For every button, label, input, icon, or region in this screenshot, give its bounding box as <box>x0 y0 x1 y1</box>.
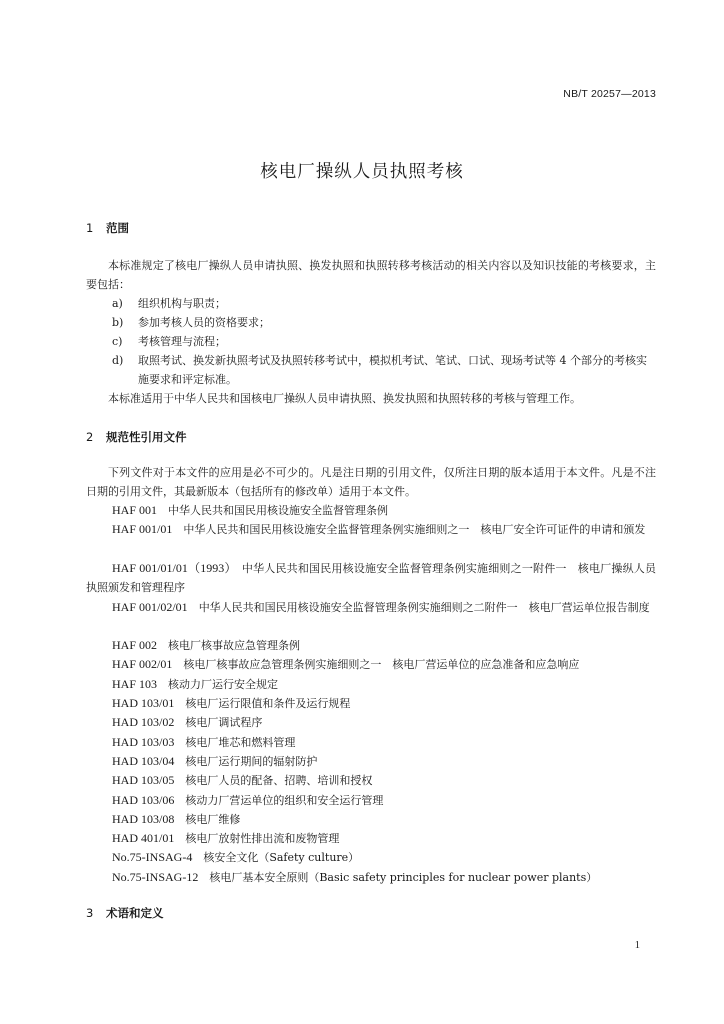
section-2-intro: 下列文件对于本文件的应用是必不可少的。凡是注日期的引用文件，仅所注日期的版本适用于本文件。凡是不注日期的引用文件，其最新版本（包括所有的修改单）适用于本文件。 <box>86 466 656 499</box>
reference-title: 中华人民共和国民用核设施安全监督管理条例 <box>168 504 389 517</box>
reference-title: 核电厂调试程序 <box>185 716 263 730</box>
reference-code: HAF 001 <box>112 503 158 517</box>
reference-title: 核电厂运行期间的辐射防护 <box>185 754 318 768</box>
reference-item <box>86 848 656 867</box>
reference-item <box>86 771 656 790</box>
section-1-intro: 本标准规定了核电厂操纵人员申请执照、换发执照和执照转移考核活动的相关内容以及知识技能的考核要求，主要包括： <box>86 259 656 292</box>
standard-code: NB/T 20257—2013 <box>563 88 656 100</box>
section-number: 2 <box>86 430 94 444</box>
reference-code: HAD 103/02 <box>112 715 175 730</box>
reference-code: HAF 002/01 <box>112 657 173 672</box>
list-item: b) 参加考核人员的资格要求； <box>112 316 270 329</box>
reference-title: 中华人民共和国民用核设施安全监督管理条例实施细则之一附件一 核电厂操纵人员执照颁发和管理程序 <box>86 561 656 595</box>
reference-item <box>86 752 656 771</box>
reference-code: HAD 103/03 <box>112 734 175 749</box>
reference-title: 核电厂人员的配备、招聘、培训和授权 <box>185 774 373 788</box>
reference-code: HAD 103/04 <box>112 753 175 768</box>
reference-item <box>86 559 656 598</box>
reference-code: HAF 002 <box>112 638 158 653</box>
reference-item <box>86 694 656 713</box>
reference-code: HAF 001/02/01 <box>112 599 188 614</box>
section-2-heading <box>86 429 187 445</box>
reference-title: 核电厂基本安全原则（Basic safety principles for nuclear power plants） <box>209 870 598 884</box>
reference-code: HAF 103 <box>112 676 158 691</box>
reference-code: HAD 103/01 <box>112 696 175 710</box>
list-item: c) 考核管理与流程； <box>112 335 226 348</box>
reference-title: 核电厂运行限值和条件及运行规程 <box>185 697 351 710</box>
reference-item <box>86 655 656 674</box>
reference-title: 核电厂核事故应急管理条例实施细则之一 核电厂营运单位的应急准备和应急响应 <box>183 658 580 672</box>
section-title: 范围 <box>106 221 129 235</box>
reference-item <box>86 520 656 539</box>
section-1-closing: 本标准适用于中华人民共和国核电厂操纵人员申请执照、换发执照和执照转移的考核与管理工作。 <box>108 392 581 405</box>
section-number: 3 <box>86 906 94 920</box>
section-title: 规范性引用文件 <box>106 430 187 444</box>
reference-code: HAF 001/01 <box>112 522 173 537</box>
reference-item <box>86 733 656 752</box>
reference-title: 核动力厂营运单位的组织和安全运行管理 <box>185 793 384 807</box>
reference-item <box>86 598 656 617</box>
reference-code: HAD 103/06 <box>112 792 175 807</box>
section-1-heading <box>86 220 129 236</box>
reference-title: 核电厂堆芯和燃料管理 <box>185 735 296 749</box>
reference-code: HAD 103/05 <box>112 773 175 788</box>
reference-code: No.75-INSAG-12 <box>112 869 199 884</box>
list-item: a) 组织机构与职责； <box>112 297 226 310</box>
reference-item <box>86 501 656 520</box>
reference-code: HAF 001/01/01（1993） <box>112 560 231 575</box>
reference-title: 中华人民共和国民用核设施安全监督管理条例实施细则之二附件一 核电厂营运单位报告制度 <box>198 600 650 614</box>
section-title: 术语和定义 <box>106 906 164 920</box>
reference-item <box>86 636 656 655</box>
page-number: 1 <box>634 940 640 951</box>
reference-title: 核动力厂运行安全规定 <box>168 677 279 691</box>
reference-code: No.75-INSAG-4 <box>112 850 193 865</box>
list-item: d) 取照考试、换发新执照考试及执照转移考试中，模拟机考试、笔试、口试、现场考试等 4 个部分的考核实施要求和评定标准。 <box>112 354 647 387</box>
section-3-heading <box>86 905 164 921</box>
reference-item <box>86 791 656 810</box>
reference-title: 核电厂核事故应急管理条例 <box>168 639 301 653</box>
reference-item <box>86 675 656 694</box>
reference-item <box>86 810 656 829</box>
page-title: 核电厂操纵人员执照考核 <box>260 162 464 182</box>
section-number: 1 <box>86 221 94 235</box>
reference-item <box>86 829 656 848</box>
reference-title: 核电厂放射性排出流和废物管理 <box>185 832 340 846</box>
reference-code: HAD 103/08 <box>112 811 175 826</box>
reference-item <box>86 713 656 732</box>
reference-title: 核电厂维修 <box>185 812 241 826</box>
reference-title: 核安全文化（Safety culture） <box>203 851 360 865</box>
reference-item <box>86 868 656 887</box>
reference-title: 中华人民共和国民用核设施安全监督管理条例实施细则之一 核电厂安全许可证件的申请和颁发 <box>183 523 646 537</box>
reference-code: HAD 401/01 <box>112 831 175 846</box>
